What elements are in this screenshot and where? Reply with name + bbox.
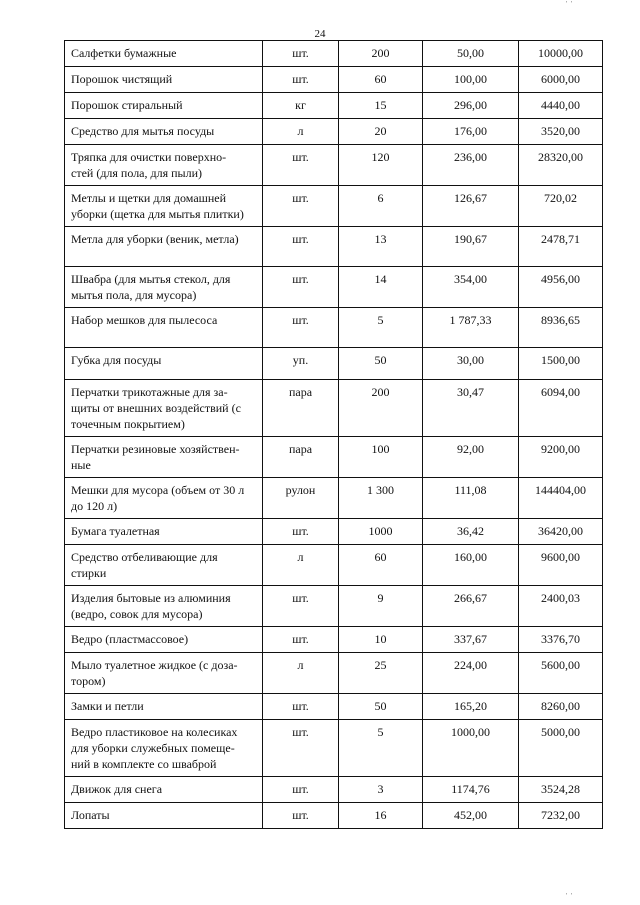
- item-quantity: 1 300: [339, 478, 423, 519]
- item-total: 5600,00: [519, 653, 603, 694]
- item-total: 6094,00: [519, 380, 603, 437]
- item-total: 144404,00: [519, 478, 603, 519]
- item-unit-price: 452,00: [423, 803, 519, 829]
- scan-mark-top: ' ': [566, 0, 574, 8]
- item-total: 8260,00: [519, 694, 603, 720]
- table-row: [65, 119, 603, 145]
- item-unit: шт.: [263, 519, 339, 545]
- table-row: [65, 348, 603, 380]
- item-name: Ведро пластиковое на колесиках для уборки служебных помеще- ний в комплекте со шваброй: [65, 720, 263, 777]
- item-total: 2400,03: [519, 586, 603, 627]
- item-unit: шт.: [263, 308, 339, 348]
- item-unit: уп.: [263, 348, 339, 380]
- item-name: Набор мешков для пылесоса: [65, 308, 263, 348]
- item-unit: шт.: [263, 694, 339, 720]
- item-name: Метлы и щетки для домашней уборки (щетка для мытья плитки): [65, 186, 263, 227]
- item-unit-price: 1 787,33: [423, 308, 519, 348]
- item-unit: кг: [263, 93, 339, 119]
- item-quantity: 14: [339, 267, 423, 308]
- table-row: [65, 308, 603, 348]
- item-unit: л: [263, 545, 339, 586]
- item-unit-price: 100,00: [423, 67, 519, 93]
- item-total: 36420,00: [519, 519, 603, 545]
- table-row: [65, 93, 603, 119]
- item-name: Средство отбеливающие для стирки: [65, 545, 263, 586]
- item-total: 9200,00: [519, 437, 603, 478]
- item-unit-price: 337,67: [423, 627, 519, 653]
- item-unit: рулон: [263, 478, 339, 519]
- item-unit: шт.: [263, 41, 339, 67]
- item-total: 3524,28: [519, 777, 603, 803]
- item-quantity: 60: [339, 545, 423, 586]
- item-unit: шт.: [263, 586, 339, 627]
- page-number: 24: [314, 28, 326, 40]
- table-row: [65, 545, 603, 586]
- item-quantity: 200: [339, 41, 423, 67]
- item-quantity: 50: [339, 694, 423, 720]
- table-row: [65, 67, 603, 93]
- item-unit: л: [263, 119, 339, 145]
- item-unit: шт.: [263, 777, 339, 803]
- item-unit: шт.: [263, 186, 339, 227]
- table-row: [65, 720, 603, 777]
- item-quantity: 6: [339, 186, 423, 227]
- table-row: [65, 145, 603, 186]
- item-quantity: 50: [339, 348, 423, 380]
- item-unit-price: 1174,76: [423, 777, 519, 803]
- item-unit-price: 224,00: [423, 653, 519, 694]
- item-name: Салфетки бумажные: [65, 41, 263, 67]
- item-quantity: 15: [339, 93, 423, 119]
- item-unit-price: 266,67: [423, 586, 519, 627]
- item-quantity: 60: [339, 67, 423, 93]
- item-unit-price: 190,67: [423, 227, 519, 267]
- item-total: 1500,00: [519, 348, 603, 380]
- item-unit-price: 30,00: [423, 348, 519, 380]
- item-total: 28320,00: [519, 145, 603, 186]
- item-quantity: 3: [339, 777, 423, 803]
- item-unit-price: 126,67: [423, 186, 519, 227]
- item-name: Изделия бытовые из алюминия (ведро, совок для мусора): [65, 586, 263, 627]
- item-total: 4440,00: [519, 93, 603, 119]
- item-quantity: 120: [339, 145, 423, 186]
- table-row: [65, 586, 603, 627]
- item-quantity: 200: [339, 380, 423, 437]
- item-quantity: 9: [339, 586, 423, 627]
- item-name: Бумага туалетная: [65, 519, 263, 545]
- item-total: 7232,00: [519, 803, 603, 829]
- item-unit: шт.: [263, 145, 339, 186]
- item-quantity: 16: [339, 803, 423, 829]
- item-name: Перчатки резиновые хозяйствен- ные: [65, 437, 263, 478]
- item-quantity: 5: [339, 308, 423, 348]
- table-row: [65, 41, 603, 67]
- item-quantity: 13: [339, 227, 423, 267]
- table-row: [65, 519, 603, 545]
- item-unit-price: 160,00: [423, 545, 519, 586]
- item-name: Ведро (пластмассовое): [65, 627, 263, 653]
- table-row: [65, 267, 603, 308]
- item-unit-price: 236,00: [423, 145, 519, 186]
- item-name: Тряпка для очистки поверхно- стей (для пола, для пыли): [65, 145, 263, 186]
- item-unit-price: 111,08: [423, 478, 519, 519]
- item-name: Швабра (для мытья стекол, для мытья пола, для мусора): [65, 267, 263, 308]
- item-total: 3376,70: [519, 627, 603, 653]
- item-quantity: 25: [339, 653, 423, 694]
- table-row: [65, 627, 603, 653]
- item-unit-price: 296,00: [423, 93, 519, 119]
- item-total: 4956,00: [519, 267, 603, 308]
- item-unit-price: 176,00: [423, 119, 519, 145]
- table-row: [65, 478, 603, 519]
- item-name: Лопаты: [65, 803, 263, 829]
- item-unit-price: 50,00: [423, 41, 519, 67]
- item-unit-price: 1000,00: [423, 720, 519, 777]
- item-unit: л: [263, 653, 339, 694]
- item-total: 9600,00: [519, 545, 603, 586]
- item-unit-price: 92,00: [423, 437, 519, 478]
- scan-mark-bottom: ' ': [566, 892, 574, 900]
- table-row: [65, 186, 603, 227]
- item-quantity: 5: [339, 720, 423, 777]
- item-total: 6000,00: [519, 67, 603, 93]
- item-quantity: 10: [339, 627, 423, 653]
- item-unit-price: 30,47: [423, 380, 519, 437]
- table-row: [65, 227, 603, 267]
- item-quantity: 1000: [339, 519, 423, 545]
- item-total: 5000,00: [519, 720, 603, 777]
- table-row: [65, 653, 603, 694]
- item-name: Средство для мытья посуды: [65, 119, 263, 145]
- item-name: Мешки для мусора (объем от 30 л до 120 л): [65, 478, 263, 519]
- item-total: 10000,00: [519, 41, 603, 67]
- item-unit: шт.: [263, 227, 339, 267]
- item-total: 2478,71: [519, 227, 603, 267]
- item-name: Перчатки трикотажные для за- щиты от внешних воздействий (с точечным покрытием): [65, 380, 263, 437]
- item-total: 3520,00: [519, 119, 603, 145]
- item-unit: шт.: [263, 627, 339, 653]
- table-row: [65, 777, 603, 803]
- item-unit: пара: [263, 380, 339, 437]
- item-name: Порошок стиральный: [65, 93, 263, 119]
- item-unit-price: 36,42: [423, 519, 519, 545]
- item-quantity: 100: [339, 437, 423, 478]
- supplies-table: [64, 40, 603, 829]
- item-name: Замки и петли: [65, 694, 263, 720]
- item-name: Движок для снега: [65, 777, 263, 803]
- item-unit: шт.: [263, 67, 339, 93]
- item-name: Метла для уборки (веник, метла): [65, 227, 263, 267]
- item-name: Губка для посуды: [65, 348, 263, 380]
- item-total: 8936,65: [519, 308, 603, 348]
- item-quantity: 20: [339, 119, 423, 145]
- item-name: Мыло туалетное жидкое (с доза- тором): [65, 653, 263, 694]
- item-unit-price: 165,20: [423, 694, 519, 720]
- table-row: [65, 437, 603, 478]
- item-unit: шт.: [263, 720, 339, 777]
- item-unit: пара: [263, 437, 339, 478]
- item-name: Порошок чистящий: [65, 67, 263, 93]
- table-row: [65, 803, 603, 829]
- item-unit: шт.: [263, 803, 339, 829]
- item-unit: шт.: [263, 267, 339, 308]
- table-row: [65, 380, 603, 437]
- item-unit-price: 354,00: [423, 267, 519, 308]
- table-row: [65, 694, 603, 720]
- supplies-table-body: [65, 41, 603, 829]
- item-total: 720,02: [519, 186, 603, 227]
